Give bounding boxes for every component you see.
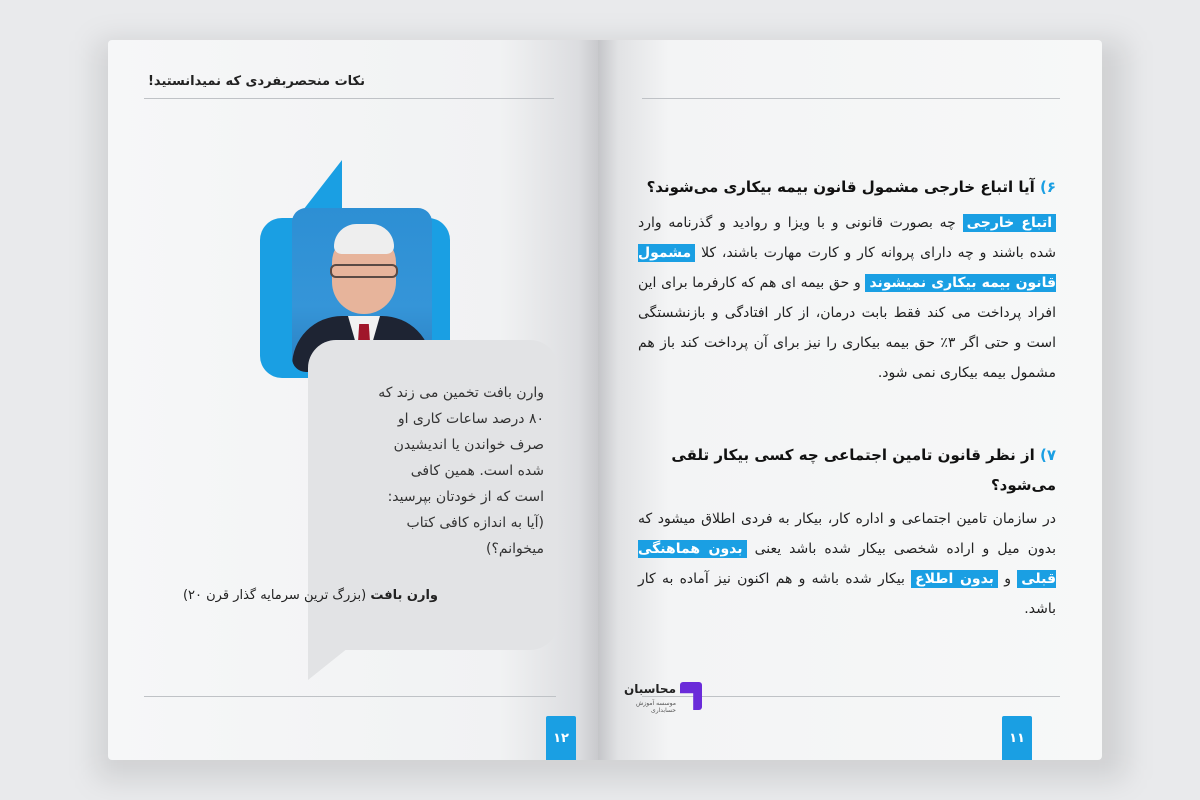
quote-line: ۸۰ درصد ساعات کاری او	[397, 411, 544, 427]
answer-text: و	[997, 571, 1018, 587]
question-title: آیا اتباع خارجی مشمول قانون بیمه بیکاری می‌شوند؟	[646, 178, 1035, 196]
page-header-title: نکات منحصربفردی که نمیدانستید!	[148, 74, 365, 89]
highlight: بدون اطلاع	[911, 570, 998, 588]
logo-subtitle: موسسه آموزش حسابداری	[635, 700, 676, 714]
question-number: ۶)	[1039, 178, 1056, 196]
quote-line: است که از خودتان بپرسید:	[387, 489, 544, 505]
right-page	[598, 40, 1102, 760]
highlight: مشمول قانون بیمه بیکاری نمیشوند	[638, 245, 1056, 291]
publisher-logo	[612, 680, 702, 714]
quote-author: وارن بافت	[370, 588, 438, 603]
highlight: بدون هماهنگی قبلی	[638, 541, 1056, 587]
question-7-heading	[636, 440, 1056, 500]
answer-text: و حق بیمه ای هم که کارفرما برای این افراد پرداخت می کند فقط بابت درمان، از کار افتادگی و بازنشستگی است و حتی اگر ۳٪ حق بیمه بیکاری را نیز برای آن پرداخت کند باز هم مشمول بیمه بیکاری نمی شود.	[638, 275, 1056, 381]
quote-author-note: (بزرگ ترین سرمایه گذار قرن ۲۰)	[182, 588, 367, 603]
answer-text: در سازمان تامین اجتماعی و اداره کار، بیکار به فردی اطلاق میشود که بدون میل و اراده شخصی بیکار شده باشد یعنی	[638, 511, 1056, 557]
question-number: ۷)	[1039, 446, 1056, 464]
quote-line: وارن بافت تخمین می زند که	[378, 385, 544, 401]
left-page	[108, 40, 598, 760]
header-divider	[642, 98, 1060, 99]
footer-divider	[642, 696, 1060, 697]
question-title: از نظر قانون تامین اجتماعی چه کسی بیکار تلقی می‌شود؟	[671, 446, 1056, 494]
footer-divider	[144, 696, 556, 697]
question-6-answer	[638, 208, 1056, 388]
question-7-answer	[638, 504, 1056, 624]
header-divider	[144, 98, 554, 99]
logo-icon	[680, 682, 702, 710]
quote-line: صرف خواندن یا اندیشیدن	[393, 437, 544, 453]
quote-attribution	[148, 588, 438, 603]
question-6-heading	[636, 172, 1056, 202]
quote-line: میخوانم؟)	[486, 541, 544, 557]
page-number: ۱۱	[1002, 716, 1032, 760]
highlight: اتباع خارجی	[963, 214, 1056, 232]
answer-text: بیکار شده باشه و هم اکنون نیز آماده به کار باشد.	[638, 571, 1056, 617]
quote-line: (آیا به اندازه کافی کتاب	[406, 515, 544, 531]
page-number: ۱۲	[546, 716, 576, 760]
quote-line: شده است. همین کافی	[410, 463, 544, 479]
quote-text	[320, 380, 544, 562]
logo-name: محاسبان	[623, 682, 676, 696]
answer-text: چه بصورت قانونی و با ویزا و روادید و گذرنامه وارد شده باشند و چه دارای پروانه کار و کارت مهارت باشند، کلا	[638, 215, 1056, 261]
